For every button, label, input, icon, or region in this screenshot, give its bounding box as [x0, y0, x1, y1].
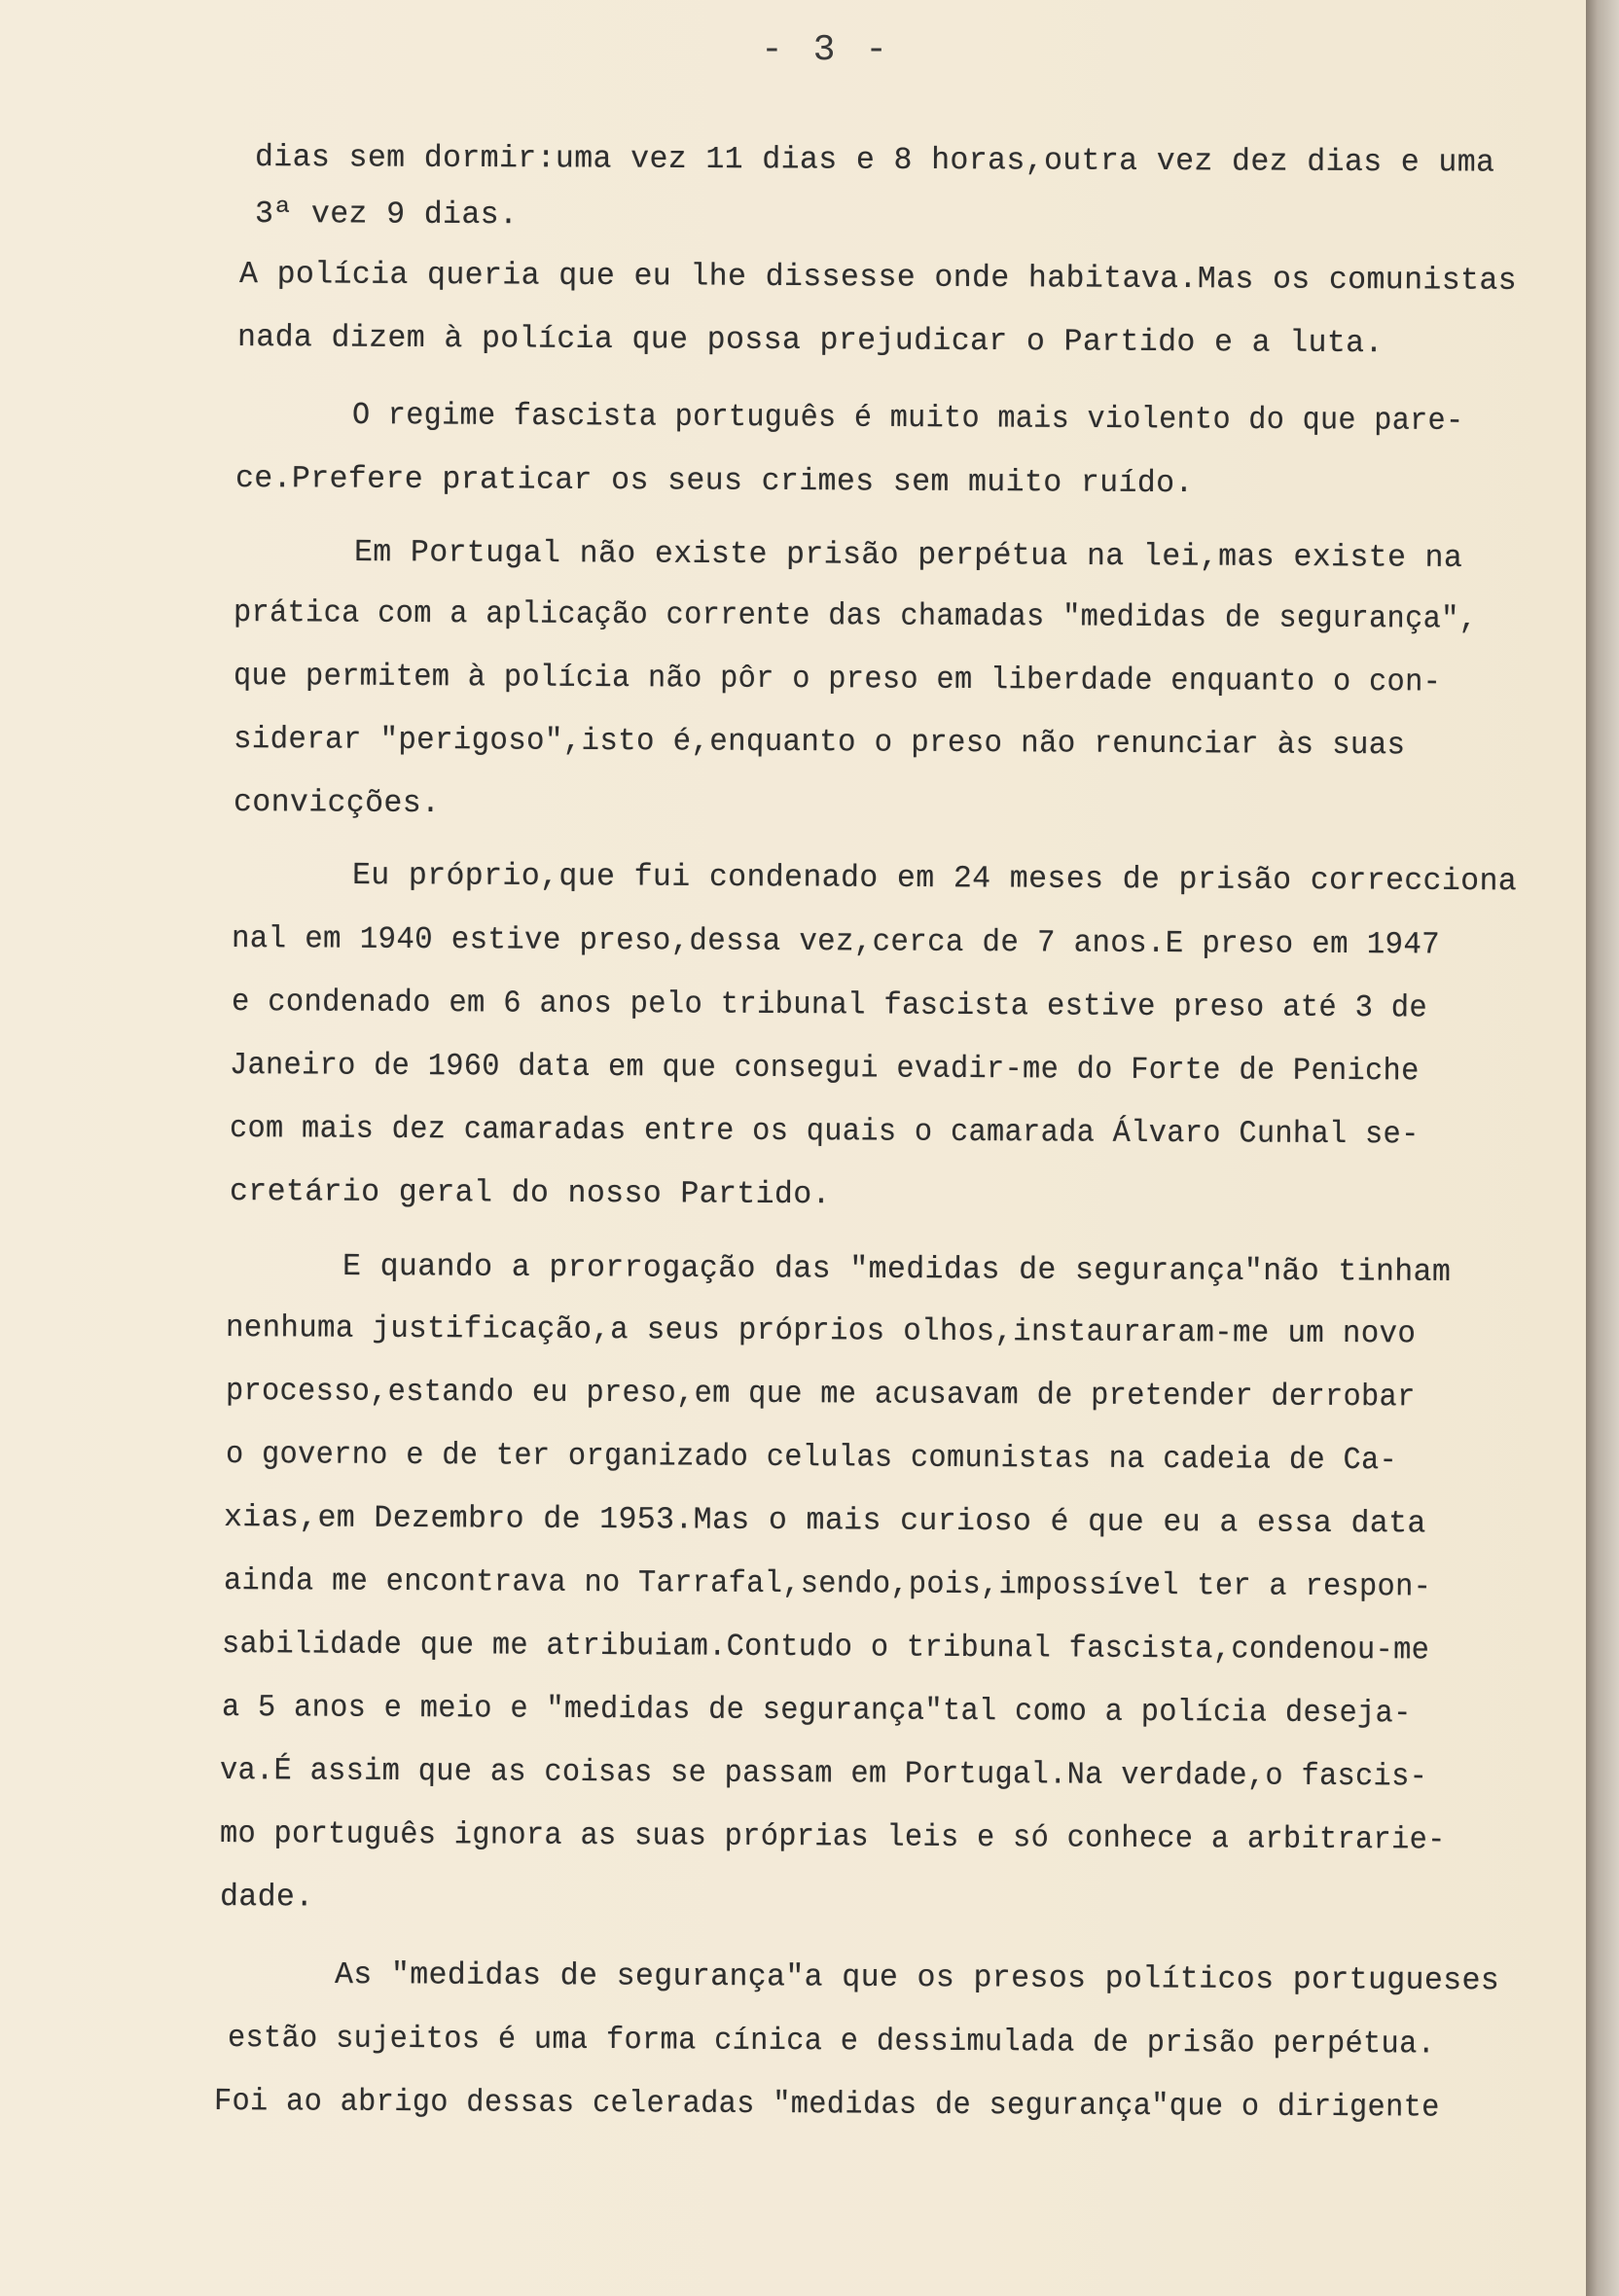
text-line: 3ª vez 9 dias.: [254, 196, 519, 233]
text-line: E quando a prorrogação das "medidas de segurança"não tinham: [342, 1248, 1452, 1290]
text-line: o governo e de ter organizado celulas comunistas na cadeia de Ca-: [225, 1436, 1398, 1479]
text-line: processo,estando eu preso,em que me acusavam de pretender derrobar: [225, 1373, 1416, 1416]
text-line: Em Portugal não existe prisão perpétua na lei,mas existe na: [353, 534, 1463, 576]
text-line: que permitem à polícia não pôr o preso em liberdade enquanto o con-: [233, 658, 1442, 700]
text-line: dade.: [219, 1879, 314, 1916]
text-line: va.É assim que as coisas se passam em Portugal.Na verdade,o fascis-: [219, 1752, 1428, 1795]
text-line: Foi ao abrigo dessas celeradas "medidas de segurança"que o dirigente: [213, 2083, 1440, 2126]
text-line: ainda me encontrava no Tarrafal,sendo,pois,impossível ter a respon-: [223, 1562, 1432, 1605]
text-line: siderar "perigoso",isto é,enquanto o preso não renunciar às suas: [233, 721, 1406, 764]
text-line: nal em 1940 estive preso,dessa vez,cerca de 7 anos.E preso em 1947: [231, 920, 1441, 963]
text-line: com mais dez camaradas entre os quais o camarada Álvaro Cunhal se-: [229, 1110, 1420, 1153]
text-line: nada dizem à polícia que possa prejudicar o Partido e a luta.: [236, 319, 1384, 362]
text-line: ce.Prefere praticar os seus crimes sem muito ruído.: [234, 460, 1194, 502]
text-line: Eu próprio,que fui condenado em 24 meses de prisão correcciona: [351, 857, 1518, 900]
text-line: cretário geral do nosso Partido.: [229, 1173, 831, 1213]
text-line: estão sujeitos é uma forma cínica e dessimulada de prisão perpétua.: [227, 2020, 1436, 2063]
page-edge-shadow: [1586, 0, 1619, 2296]
text-line: A polícia queria que eu lhe dissesse onde habitava.Mas os comunistas: [238, 256, 1518, 299]
text-line: convicções.: [233, 784, 441, 822]
text-line: dias sem dormir:uma vez 11 dias e 8 horas,outra vez dez dias e uma: [254, 139, 1495, 181]
text-line: As "medidas de segurança"a que os presos políticos portugueses: [334, 1956, 1500, 1999]
text-line: xias,em Dezembro de 1953.Mas o mais curioso é que eu a essa data: [223, 1499, 1426, 1542]
text-line: Janeiro de 1960 data em que consegui evadir-me do Forte de Peniche: [229, 1047, 1420, 1090]
text-line: O regime fascista português é muito mais violento do que pare-: [351, 397, 1464, 439]
text-line: e condenado em 6 anos pelo tribunal fascista estive preso até 3 de: [231, 984, 1428, 1026]
text-line: a 5 anos e meio e "medidas de segurança"tal como a polícia deseja-: [221, 1689, 1412, 1732]
text-line: sabilidade que me atribuiam.Contudo o tribunal fascista,condenou-me: [221, 1626, 1430, 1668]
text-line: mo português ignora as suas próprias leis e só conhece a arbitrarie-: [219, 1815, 1446, 1858]
page-number: - 3 -: [761, 29, 892, 71]
text-line: prática com a aplicação corrente das chamadas "medidas de segurança",: [233, 594, 1478, 637]
text-line: nenhuma justificação,a seus próprios olhos,instauraram-me um novo: [225, 1309, 1417, 1352]
